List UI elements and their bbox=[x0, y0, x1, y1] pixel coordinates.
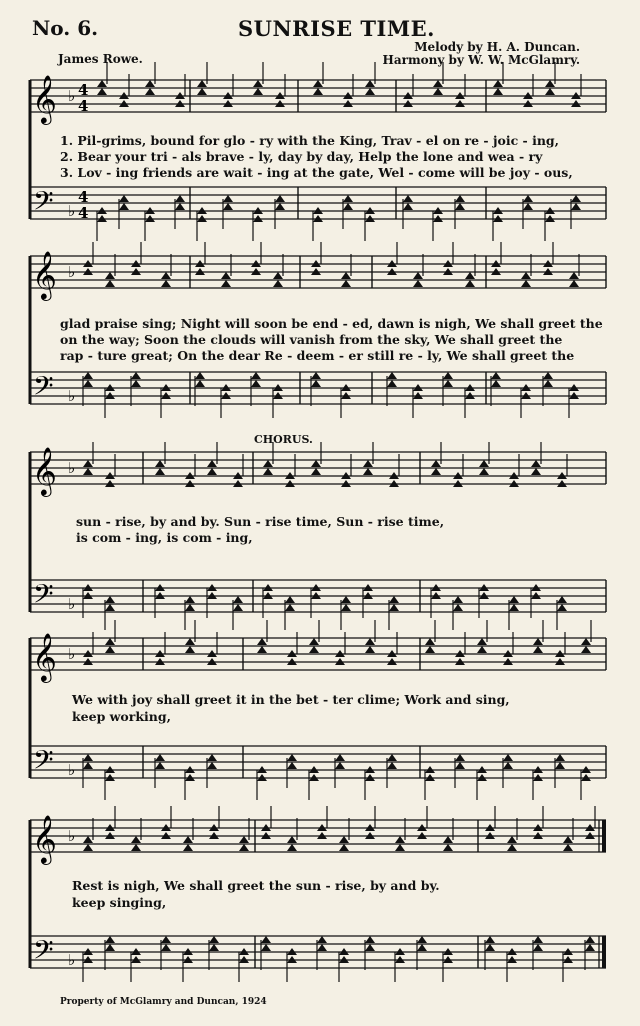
note-head bbox=[223, 203, 233, 210]
note-head bbox=[197, 88, 207, 95]
note-head bbox=[389, 596, 399, 603]
note-head bbox=[83, 836, 93, 843]
note-head bbox=[209, 944, 219, 951]
note-head bbox=[195, 380, 205, 387]
note-head bbox=[257, 646, 267, 653]
lyric-chorus-echo-2: keep working, bbox=[72, 709, 171, 724]
note-head bbox=[251, 372, 261, 379]
note-head bbox=[521, 272, 531, 279]
note-head bbox=[97, 88, 107, 95]
note-head bbox=[387, 372, 397, 379]
note-head bbox=[477, 646, 487, 653]
note-head bbox=[555, 762, 565, 769]
note-head bbox=[543, 380, 553, 387]
time-signature-top: 4 bbox=[78, 81, 89, 99]
note-head bbox=[275, 203, 285, 210]
note-head bbox=[563, 836, 573, 843]
note-head bbox=[311, 468, 321, 475]
note-head bbox=[285, 604, 295, 611]
note-head bbox=[455, 762, 465, 769]
note-head bbox=[313, 88, 323, 95]
note-head bbox=[465, 272, 475, 279]
note-head bbox=[285, 596, 295, 603]
note-head bbox=[253, 80, 263, 87]
lyric-chorus-echo-1: is com - ing, is com - ing, bbox=[76, 530, 253, 545]
note-head bbox=[403, 203, 413, 210]
note-head bbox=[207, 460, 217, 467]
note-head bbox=[545, 80, 555, 87]
note-head bbox=[183, 844, 193, 851]
note-head bbox=[83, 762, 93, 769]
note-head bbox=[161, 280, 171, 287]
lyric-chorus-line-3: Rest is nigh, We shall greet the sun - rise, by and by. bbox=[72, 878, 440, 893]
note-head bbox=[365, 936, 375, 943]
note-head bbox=[253, 88, 263, 95]
note-head bbox=[545, 88, 555, 95]
lyricist-credit: James Rowe. bbox=[58, 52, 143, 66]
note-head bbox=[417, 936, 427, 943]
note-head bbox=[443, 844, 453, 851]
note-head bbox=[581, 638, 591, 645]
note-head bbox=[339, 836, 349, 843]
note-head bbox=[161, 272, 171, 279]
note-head bbox=[571, 203, 581, 210]
note-head bbox=[433, 80, 443, 87]
note-head bbox=[479, 460, 489, 467]
note-head bbox=[521, 280, 531, 287]
note-head bbox=[131, 844, 141, 851]
note-head bbox=[273, 280, 283, 287]
note-head bbox=[197, 80, 207, 87]
copyright-footer: Property of McGlamry and Duncan, 1924 bbox=[60, 997, 267, 1007]
note-head bbox=[83, 754, 93, 761]
note-head bbox=[311, 380, 321, 387]
note-head bbox=[287, 844, 297, 851]
bass-clef: 𝄢 bbox=[33, 934, 54, 972]
note-head bbox=[477, 638, 487, 645]
note-head bbox=[453, 596, 463, 603]
note-head bbox=[343, 203, 353, 210]
note-head bbox=[251, 380, 261, 387]
note-head bbox=[493, 88, 503, 95]
note-head bbox=[335, 762, 345, 769]
note-head bbox=[571, 195, 581, 202]
harmony-credit: Harmony by W. W. McGlamry. bbox=[382, 53, 580, 67]
note-head bbox=[221, 280, 231, 287]
note-head bbox=[341, 280, 351, 287]
note-head bbox=[341, 596, 351, 603]
lyric-chorus-line-1: sun - rise, by and by. Sun - rise time, Sun - rise time, bbox=[76, 514, 445, 529]
note-head bbox=[105, 638, 115, 645]
hymn-number: No. 6. bbox=[32, 16, 99, 40]
note-head bbox=[433, 88, 443, 95]
note-head bbox=[395, 836, 405, 843]
bass-clef: 𝄢 bbox=[33, 744, 54, 782]
note-head bbox=[403, 195, 413, 202]
note-head bbox=[531, 460, 541, 467]
flat-key-signature: ♭ bbox=[68, 827, 76, 845]
note-head bbox=[105, 646, 115, 653]
note-head bbox=[105, 944, 115, 951]
note-head bbox=[485, 936, 495, 943]
note-head bbox=[309, 646, 319, 653]
note-head bbox=[569, 280, 579, 287]
note-head bbox=[83, 380, 93, 387]
note-head bbox=[365, 944, 375, 951]
time-signature-bottom: 4 bbox=[78, 204, 89, 222]
note-head bbox=[395, 844, 405, 851]
treble-clef: 𝄞 bbox=[32, 814, 57, 863]
note-head bbox=[263, 468, 273, 475]
note-head bbox=[233, 604, 243, 611]
note-head bbox=[273, 272, 283, 279]
note-head bbox=[425, 646, 435, 653]
note-head bbox=[425, 638, 435, 645]
note-head bbox=[387, 762, 397, 769]
note-head bbox=[97, 80, 107, 87]
note-head bbox=[119, 203, 129, 210]
note-head bbox=[503, 754, 513, 761]
flat-key-signature: ♭ bbox=[68, 595, 76, 613]
note-head bbox=[443, 372, 453, 379]
note-head bbox=[311, 460, 321, 467]
note-head bbox=[311, 372, 321, 379]
note-head bbox=[195, 372, 205, 379]
note-head bbox=[83, 468, 93, 475]
note-head bbox=[533, 646, 543, 653]
note-head bbox=[533, 638, 543, 645]
note-head bbox=[257, 638, 267, 645]
note-head bbox=[507, 844, 517, 851]
lyric-verse-3-line-1: 3. Lov - ing friends are wait - ing at the gate, Wel - come will be joy - ous, bbox=[60, 165, 573, 180]
treble-clef: 𝄞 bbox=[32, 250, 57, 299]
note-head bbox=[309, 638, 319, 645]
chorus-label: CHORUS. bbox=[254, 433, 313, 446]
note-head bbox=[341, 604, 351, 611]
note-head bbox=[261, 944, 271, 951]
bass-clef: 𝄢 bbox=[33, 185, 54, 223]
note-head bbox=[485, 944, 495, 951]
note-head bbox=[207, 468, 217, 475]
note-head bbox=[413, 272, 423, 279]
note-head bbox=[105, 936, 115, 943]
note-head bbox=[365, 80, 375, 87]
note-head bbox=[365, 638, 375, 645]
flat-key-signature: ♭ bbox=[68, 459, 76, 477]
note-head bbox=[161, 944, 171, 951]
flat-key-signature: ♭ bbox=[68, 87, 76, 105]
note-head bbox=[557, 596, 567, 603]
note-head bbox=[145, 88, 155, 95]
note-head bbox=[207, 754, 217, 761]
note-head bbox=[533, 944, 543, 951]
note-head bbox=[119, 195, 129, 202]
note-head bbox=[83, 844, 93, 851]
note-head bbox=[543, 372, 553, 379]
note-head bbox=[155, 460, 165, 467]
note-head bbox=[155, 762, 165, 769]
lyric-chorus-echo-3: keep singing, bbox=[72, 895, 167, 910]
flat-key-signature: ♭ bbox=[68, 951, 76, 969]
flat-key-signature: ♭ bbox=[68, 645, 76, 663]
note-head bbox=[105, 604, 115, 611]
note-head bbox=[569, 272, 579, 279]
note-head bbox=[183, 836, 193, 843]
note-head bbox=[105, 272, 115, 279]
note-head bbox=[455, 203, 465, 210]
note-head bbox=[465, 280, 475, 287]
note-head bbox=[387, 380, 397, 387]
note-head bbox=[417, 944, 427, 951]
note-head bbox=[563, 844, 573, 851]
note-head bbox=[161, 936, 171, 943]
note-head bbox=[363, 468, 373, 475]
note-head bbox=[479, 468, 489, 475]
lyric-verse-3-line-2: rap - ture great; On the dear Re - deem - er still re - ly, We shall greet the bbox=[60, 348, 575, 363]
note-head bbox=[335, 754, 345, 761]
note-head bbox=[365, 88, 375, 95]
note-head bbox=[317, 944, 327, 951]
time-signature-bottom: 4 bbox=[78, 97, 89, 115]
note-head bbox=[317, 936, 327, 943]
note-head bbox=[105, 596, 115, 603]
note-head bbox=[207, 762, 217, 769]
note-head bbox=[491, 372, 501, 379]
note-head bbox=[239, 836, 249, 843]
note-head bbox=[313, 80, 323, 87]
lyric-verse-2-line-1: 2. Bear your tri - als brave - ly, day by day, Help the lone and wea - ry bbox=[60, 149, 543, 164]
note-head bbox=[585, 944, 595, 951]
note-head bbox=[83, 460, 93, 467]
hymn-title: SUNRISE TIME. bbox=[238, 16, 435, 41]
note-head bbox=[223, 195, 233, 202]
note-head bbox=[131, 836, 141, 843]
note-head bbox=[557, 604, 567, 611]
treble-clef: 𝄞 bbox=[32, 632, 57, 681]
note-head bbox=[185, 646, 195, 653]
note-head bbox=[533, 936, 543, 943]
note-head bbox=[363, 460, 373, 467]
note-head bbox=[221, 272, 231, 279]
note-head bbox=[523, 203, 533, 210]
note-head bbox=[155, 754, 165, 761]
note-head bbox=[185, 596, 195, 603]
note-head bbox=[581, 646, 591, 653]
note-head bbox=[503, 762, 513, 769]
note-head bbox=[509, 604, 519, 611]
note-head bbox=[175, 203, 185, 210]
lyric-chorus-line-2: We with joy shall greet it in the bet - ter clime; Work and sing, bbox=[72, 692, 510, 707]
flat-key-signature: ♭ bbox=[68, 263, 76, 281]
note-head bbox=[413, 280, 423, 287]
note-head bbox=[431, 460, 441, 467]
note-head bbox=[509, 596, 519, 603]
time-signature-top: 4 bbox=[78, 188, 89, 206]
note-head bbox=[343, 195, 353, 202]
note-head bbox=[389, 604, 399, 611]
note-head bbox=[287, 762, 297, 769]
note-head bbox=[491, 380, 501, 387]
lyric-verse-1-line-2: glad praise sing; Night will soon be end - ed, dawn is nigh, We shall greet the bbox=[60, 316, 603, 331]
note-head bbox=[185, 604, 195, 611]
bass-clef: 𝄢 bbox=[33, 370, 54, 408]
note-head bbox=[387, 754, 397, 761]
note-head bbox=[555, 754, 565, 761]
note-head bbox=[443, 836, 453, 843]
note-head bbox=[339, 844, 349, 851]
note-head bbox=[209, 936, 219, 943]
treble-clef: 𝄞 bbox=[32, 446, 57, 495]
melody-credit: Melody by H. A. Duncan. bbox=[414, 40, 580, 54]
note-head bbox=[585, 936, 595, 943]
note-head bbox=[453, 604, 463, 611]
note-head bbox=[431, 468, 441, 475]
flat-key-signature: ♭ bbox=[68, 761, 76, 779]
note-head bbox=[185, 638, 195, 645]
note-head bbox=[131, 380, 141, 387]
flat-key-signature: ♭ bbox=[68, 387, 76, 405]
note-head bbox=[263, 460, 273, 467]
note-head bbox=[493, 80, 503, 87]
note-head bbox=[275, 195, 285, 202]
note-head bbox=[175, 195, 185, 202]
note-head bbox=[261, 936, 271, 943]
note-head bbox=[287, 754, 297, 761]
flat-key-signature: ♭ bbox=[68, 202, 76, 220]
note-head bbox=[507, 836, 517, 843]
note-head bbox=[105, 280, 115, 287]
note-head bbox=[83, 372, 93, 379]
note-head bbox=[233, 596, 243, 603]
note-head bbox=[145, 80, 155, 87]
note-head bbox=[455, 754, 465, 761]
note-head bbox=[239, 844, 249, 851]
bass-clef: 𝄢 bbox=[33, 578, 54, 616]
note-head bbox=[341, 272, 351, 279]
note-head bbox=[531, 468, 541, 475]
note-head bbox=[365, 646, 375, 653]
note-head bbox=[155, 468, 165, 475]
note-head bbox=[523, 195, 533, 202]
lyric-verse-2-line-2: on the way; Soon the clouds will vanish from the sky, We shall greet the bbox=[60, 332, 563, 347]
note-head bbox=[131, 372, 141, 379]
note-head bbox=[287, 836, 297, 843]
note-head bbox=[455, 195, 465, 202]
treble-clef: 𝄞 bbox=[32, 74, 57, 123]
lyric-verse-1-line-1: 1. Pil-grims, bound for glo - ry with the King, Trav - el on re - joic - ing, bbox=[60, 133, 560, 148]
note-head bbox=[443, 380, 453, 387]
